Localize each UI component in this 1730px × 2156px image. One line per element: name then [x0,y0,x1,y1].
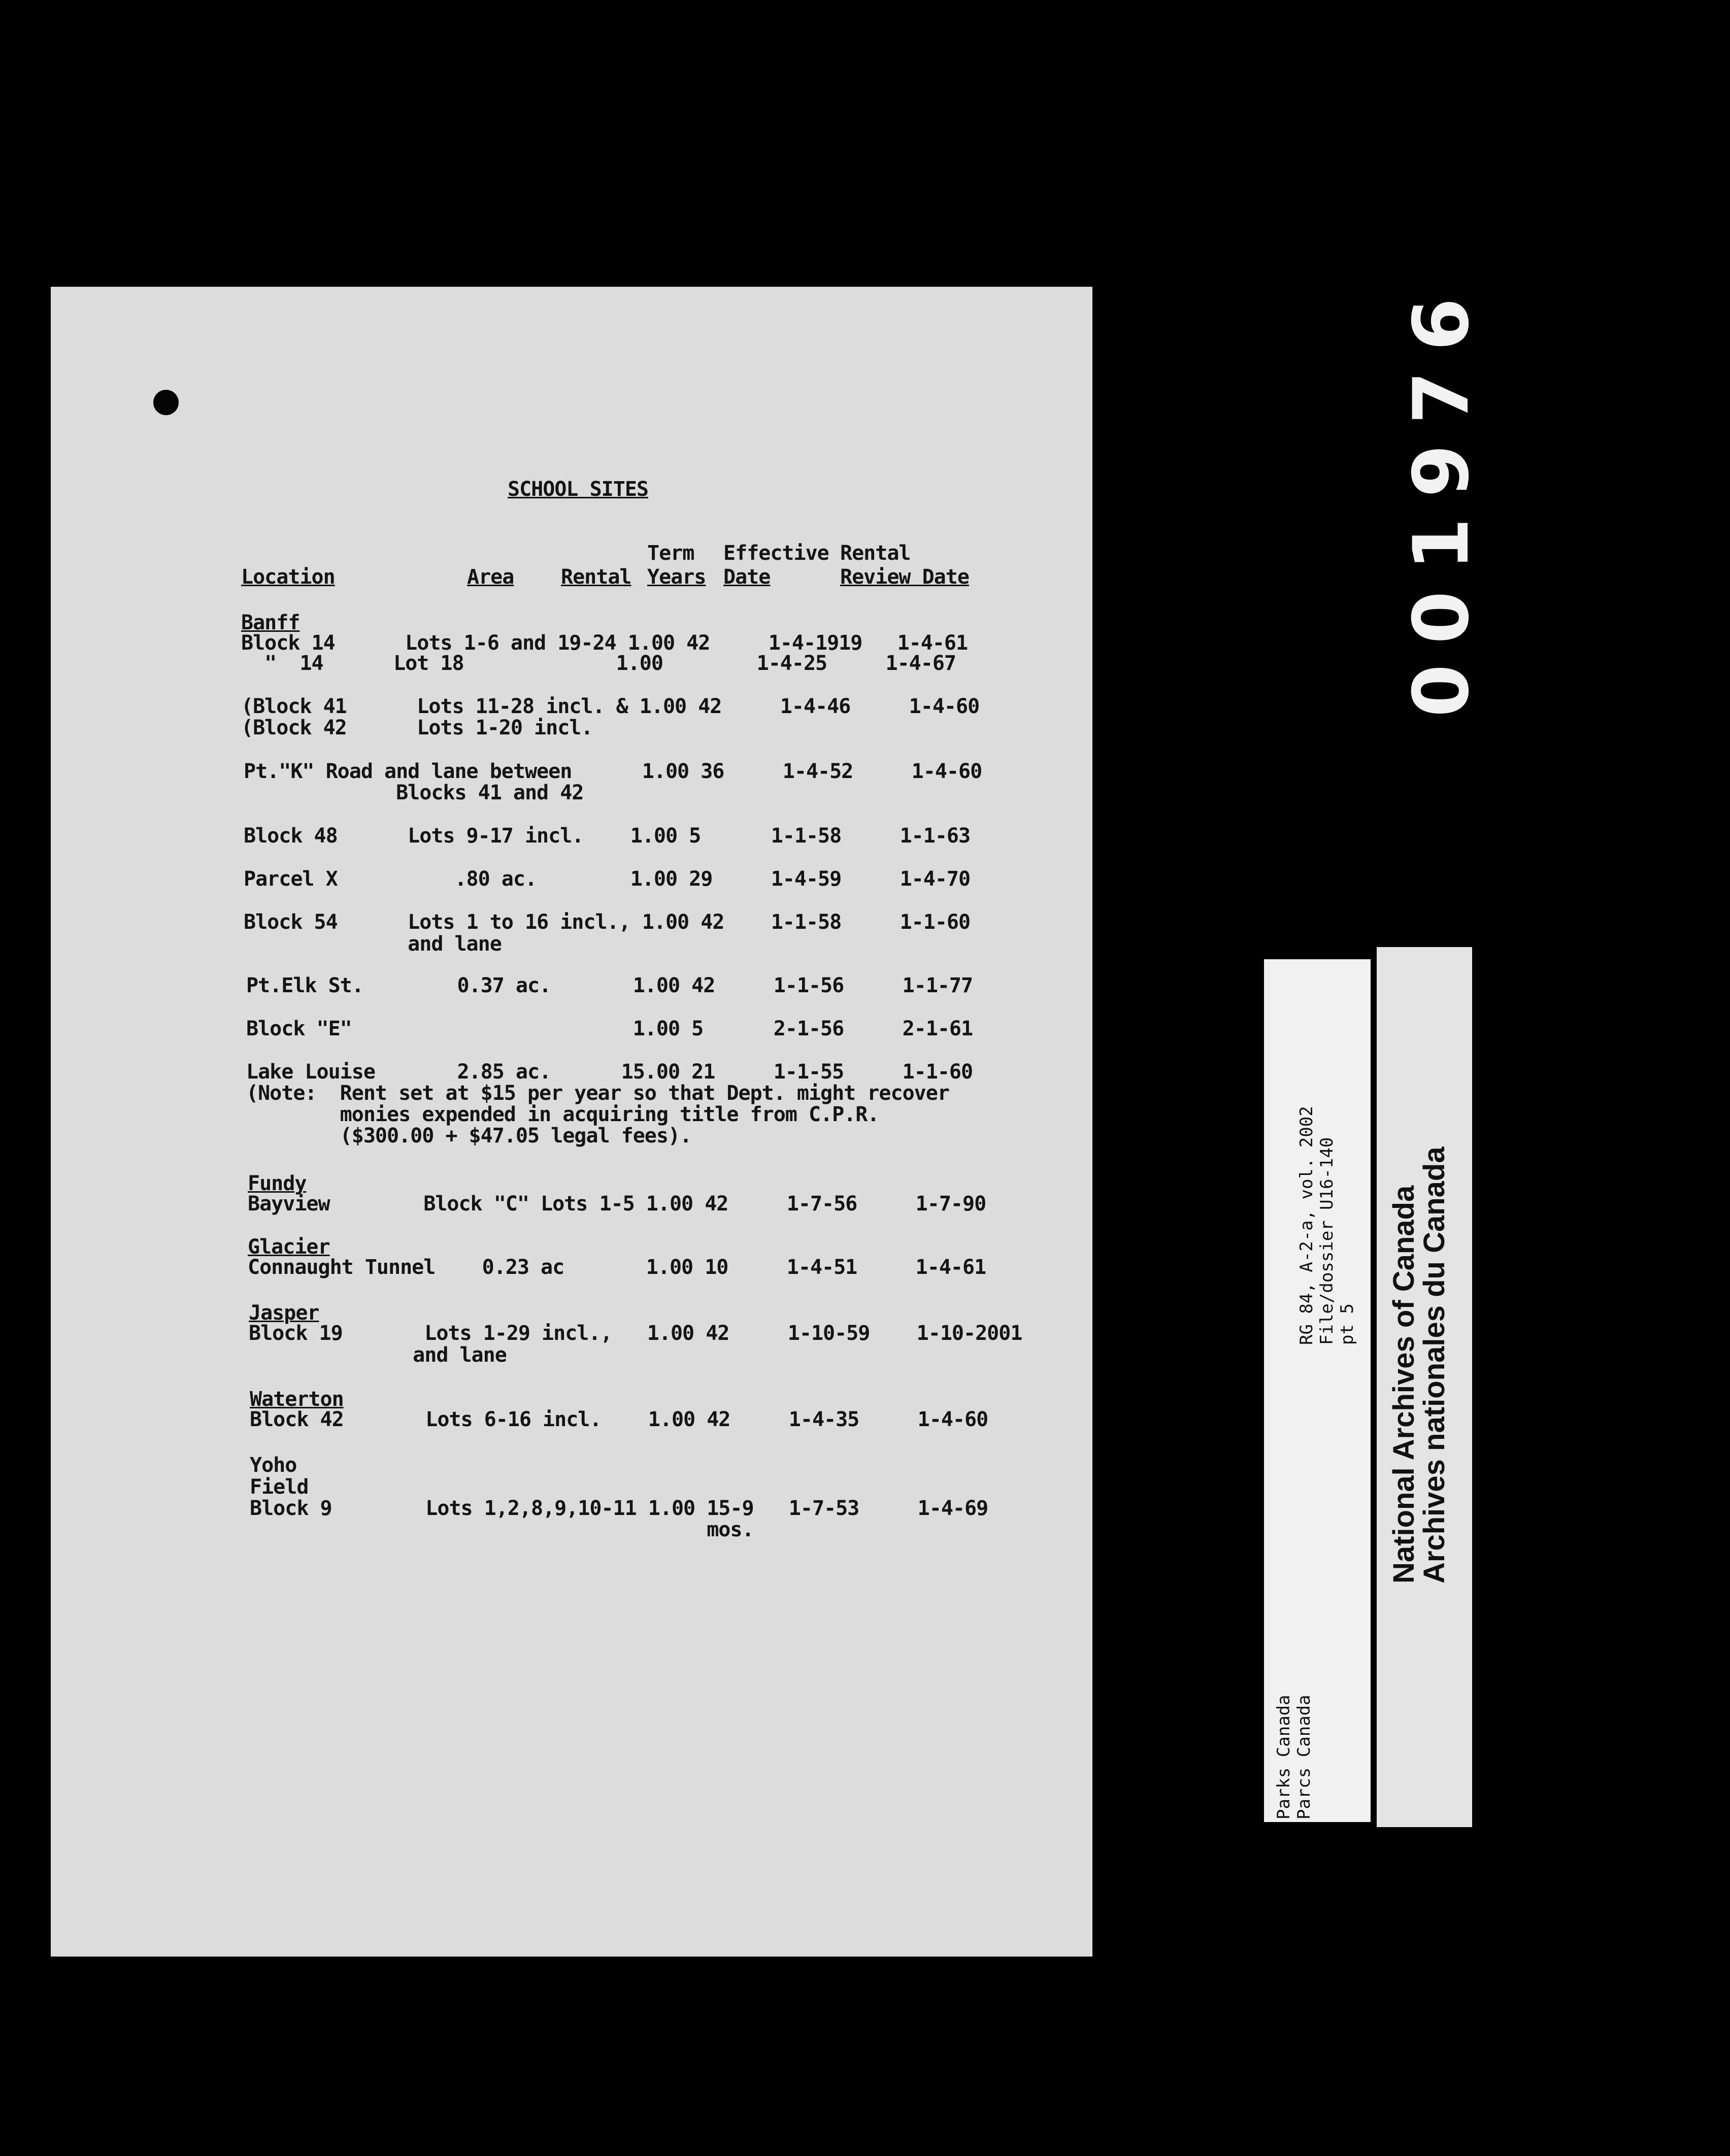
table-row: (Block 42 Lots 1-20 incl. [241,716,593,739]
table-row: Pt.Elk St. 0.37 ac. 1.00 42 1-1-56 1-1-77 [246,974,973,997]
header-area: Area [467,565,514,589]
section-line: Field [250,1475,309,1499]
table-row: Pt."K" Road and lane between 1.00 36 1-4-52 1-4-60 [244,760,982,783]
header-term-bottom: Years [647,565,706,589]
frame-number [1340,218,1543,777]
note-line: (Note: Rent set at $15 per year so that Dept. might recover [246,1082,949,1105]
table-row: Block 9 Lots 1,2,8,9,10-11 1.00 15-9 1-7-53 1-4-69 [250,1497,988,1520]
table-row: Block "E" 1.00 5 2-1-56 2-1-61 [246,1017,973,1040]
table-row: Lake Louise 2.85 ac. 15.00 21 1-1-55 1-1-60 [246,1060,973,1084]
label-parks-fr: Parcs Canada [1294,1695,1314,1820]
note-line: monies expended in acquiring title from C.P.R. [246,1103,879,1126]
section-yoho: Yoho [250,1454,297,1477]
table-row: Block 42 Lots 6-16 incl. 1.00 42 1-4-35 1-4-60 [250,1408,988,1431]
table-row: Block 14 Lots 1-6 and 19-24 1.00 42 1-4-1919 1-4-61 [241,631,968,655]
section-waterton: Waterton [250,1388,344,1411]
header-effective-top: Effective [723,542,829,565]
section-glacier: Glacier [248,1235,330,1259]
table-row: " 14 Lot 18 1.00 1-4-25 1-4-67 [241,652,956,675]
header-review-bottom: Review Date [840,565,969,589]
archive-label [1264,959,1371,1822]
table-row: (Block 41 Lots 11-28 incl. & 1.00 42 1-4-46 1-4-60 [241,695,980,718]
table-row: Connaught Tunnel 0.23 ac 1.00 10 1-4-51 1-4-61 [248,1256,986,1279]
label-file: File/dossier U16-140 [1317,1137,1337,1345]
label-archives-fr: Archives nationales du Canada [1418,1147,1451,1584]
table-row: Blocks 41 and 42 [244,781,584,804]
header-location: Location [241,565,335,589]
header-rental: Rental [561,565,631,589]
header-term-top: Term [647,542,694,565]
table-row: and lane [244,932,502,956]
table-row: Block 48 Lots 9-17 incl. 1.00 5 1-1-58 1-1-63 [244,824,971,848]
document-title: SCHOOL SITES [508,478,648,501]
header-effective-bottom: Date [723,565,771,589]
table-row: Bayview Block "C" Lots 1-5 1.00 42 1-7-56 1-7-90 [248,1192,986,1216]
section-jasper: Jasper [249,1301,319,1325]
table-row: and lane [249,1343,507,1367]
section-banff: Banff [241,611,300,634]
note-line: ($300.00 + $47.05 legal fees). [246,1124,692,1148]
table-row: Block 19 Lots 1-29 incl., 1.00 42 1-10-59 1-10-2001 [249,1322,1022,1345]
label-rg: RG 84, A-2-a, vol. 2002 [1296,1106,1317,1345]
table-row: Block 54 Lots 1 to 16 incl., 1.00 42 1-1-58 1-1-60 [244,911,971,934]
label-pt: pt 5 [1337,1303,1357,1345]
table-row: Parcel X .80 ac. 1.00 29 1-4-59 1-4-70 [244,867,971,891]
label-archives-en: National Archives of Canada [1387,1185,1420,1584]
table-row: mos. [250,1518,754,1541]
section-fundy: Fundy [248,1172,307,1195]
frame-number-text: 001976 [1398,277,1486,718]
label-parks-en: Parks Canada [1274,1695,1294,1820]
header-review-top: Rental [840,542,911,565]
punch-hole [153,390,179,415]
